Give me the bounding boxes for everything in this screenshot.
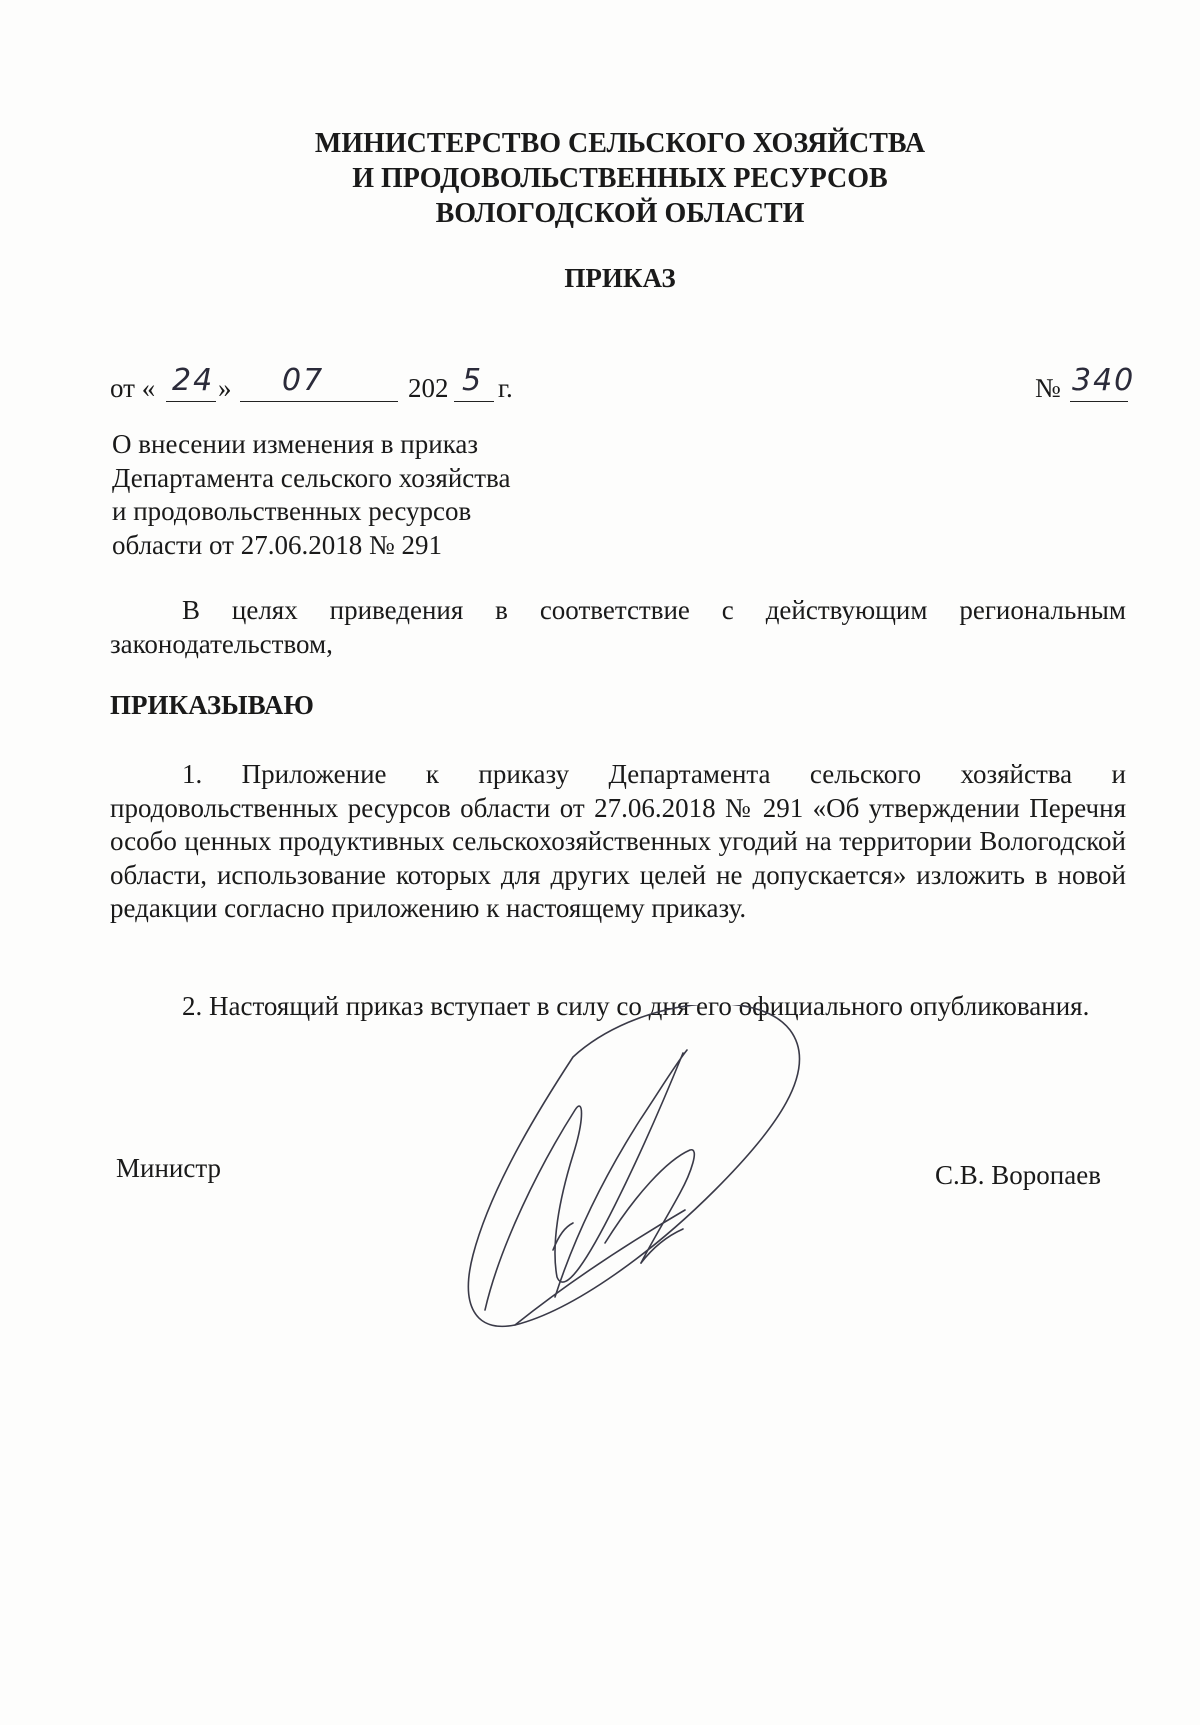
signature-stroke-3: [605, 1150, 694, 1263]
ministry-header-line-2: И ПРОДОВОЛЬСТВЕННЫХ РЕСУРСОВ: [352, 163, 888, 194]
subject-line-4: области от 27.06.2018 № 291: [112, 529, 442, 560]
subject-line-2: Департамента сельского хозяйства: [112, 462, 511, 493]
handwritten-signature: [455, 1005, 875, 1335]
ministry-header-line-1: МИНИСТЕРСТВО СЕЛЬСКОГО ХОЗЯЙСТВА: [314, 128, 926, 159]
ministry-header: [0, 126, 1200, 231]
ministry-header-line-3: ВОЛОГОДСКОЙ ОБЛАСТИ: [435, 198, 805, 229]
date-quote-close: »: [218, 373, 232, 403]
subject-line-3: и продовольственных ресурсов: [112, 496, 472, 526]
signatory-name: С.В. Воропаев: [935, 1160, 1101, 1190]
year-suffix: г.: [498, 373, 513, 403]
number-label: №: [1035, 373, 1061, 403]
signature-stroke-6: [515, 1210, 685, 1325]
document-subject: [112, 428, 510, 562]
date-number-row: [110, 360, 1152, 404]
year-prefix: 202: [408, 373, 449, 403]
signature-stroke-4: [641, 1229, 683, 1263]
handwritten-year-digit: 5: [462, 363, 484, 398]
order-item-2: 2. Настоящий приказ вступает в силу со дня его официального опубликования.: [182, 991, 1090, 1021]
order-item-1: 1. Приложение к приказу Департамента сельского хозяйства и продовольственных ресурсов области от 27.06.2018 № 291 «Об утверждении Перечня особо ценных продуктивных сельскохозяйственных угодий на территории Вологодской области, использование которых для других целей не допускается» изложить в новой редакции согласно приложению к настоящему приказу.: [110, 759, 1126, 923]
order-word: ПРИКАЗЫВАЮ: [110, 690, 314, 720]
signature-stroke-1: [485, 1053, 683, 1310]
signature-stroke-2: [555, 1050, 687, 1297]
signatory-position: Министр: [116, 1153, 221, 1183]
date-prefix: от «: [110, 373, 156, 403]
document-type-title: ПРИКАЗ: [564, 263, 676, 293]
handwritten-month: 07: [282, 363, 325, 398]
intro-paragraph: В целях приведения в соответствие с действующим региональным законодательством,: [110, 595, 1126, 659]
subject-line-1: О внесении изменения в приказ: [112, 429, 479, 459]
handwritten-number: 340: [1072, 363, 1136, 398]
handwritten-day: 24: [172, 363, 215, 398]
